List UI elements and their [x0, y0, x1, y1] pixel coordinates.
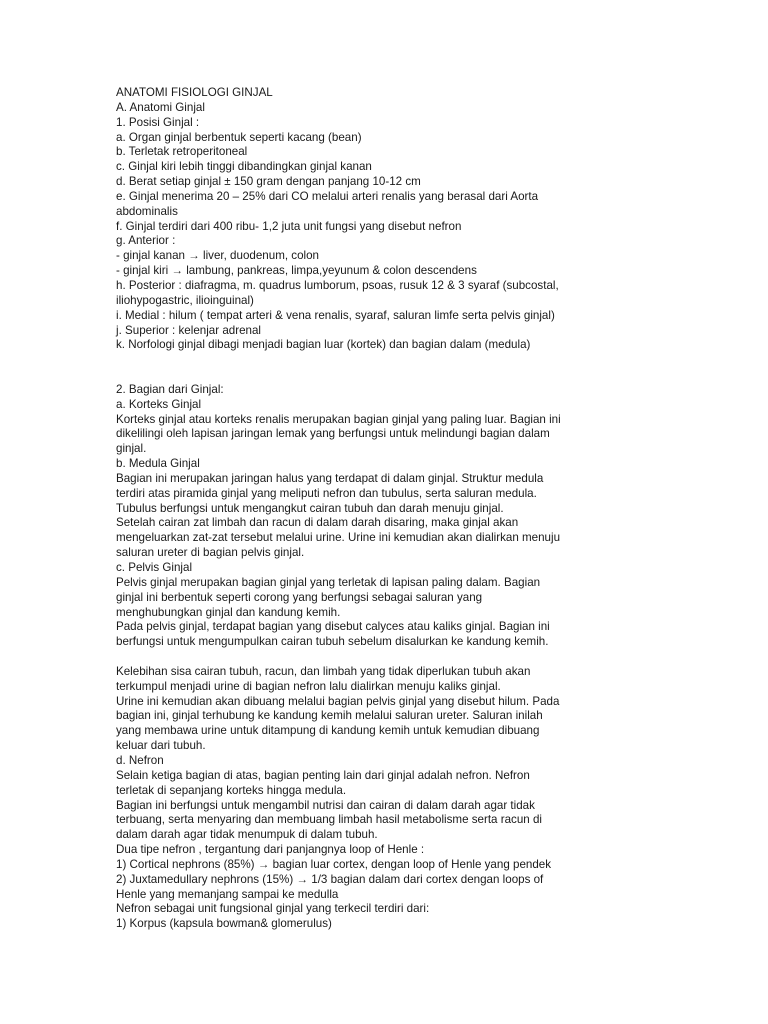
text-line: Pada pelvis ginjal, terdapat bagian yang disebut calyces atau kaliks ginjal. Bagian ini	[116, 620, 550, 634]
text-line: Bagian ini merupakan jaringan halus yang terdapat di dalam ginjal. Struktur medula	[116, 471, 544, 485]
text-line: bagian ini, ginjal terhubung ke kandung kemih melalui saluran ureter. Saluran inilah	[116, 709, 543, 723]
text-line: terkumpul menjadi urine di bagian nefron lalu dialirkan menuju kaliks ginjal.	[116, 679, 501, 693]
text-line: - ginjal kiri → lambung, pankreas, limpa,yeyunum & colon descendens	[116, 264, 477, 278]
text-line: keluar dari tubuh.	[116, 739, 206, 753]
text-line: yang membawa urine untuk ditampung di kandung kemih untuk kemudian dibuang	[116, 724, 540, 738]
text-line: Nefron sebagai unit fungsional ginjal yang terkecil terdiri dari:	[116, 902, 430, 916]
document-page	[116, 86, 676, 932]
text-line: ANATOMI FISIOLOGI GINJAL	[116, 86, 273, 99]
text-line: berfungsi untuk mengumpulkan cairan tubuh sebelum disalurkan ke kandung kemih.	[116, 635, 549, 649]
text-line: k. Norfologi ginjal dibagi menjadi bagian luar (kortek) dan bagian dalam (medula)	[116, 338, 531, 352]
text-line: ginjal.	[116, 442, 147, 456]
text-line: terdiri atas piramida ginjal yang meliputi nefron dan tubulus, serta saluran medula.	[116, 486, 537, 500]
text-line: e. Ginjal menerima 20 – 25% dari CO melalui arteri renalis yang berasal dari Aorta	[116, 189, 539, 203]
text-line: ginjal ini berbentuk seperti corong yang berfungsi sebagai saluran yang	[116, 590, 483, 604]
blank-line	[116, 650, 676, 665]
text-line: terbuang, serta menyaring dan membuang limbah hasil metabolisme serta racun di	[116, 813, 542, 827]
text-line: abdominalis	[116, 204, 178, 218]
text-line: f. Ginjal terdiri dari 400 ribu- 1,2 juta unit fungsi yang disebut nefron	[116, 219, 462, 233]
text-line: 1) Cortical nephrons (85%) → bagian luar cortex, dengan loop of Henle yang pendek	[116, 857, 552, 871]
text-line: - ginjal kanan → liver, duodenum, colon	[116, 249, 320, 263]
text-line: 2) Juxtamedullary nephrons (15%) → 1/3 bagian dalam dari cortex dengan loops of	[116, 872, 544, 886]
text-line: Urine ini kemudian akan dibuang melalui bagian pelvis ginjal yang disebut hilum. Pada	[116, 694, 560, 708]
text-line: Dua tipe nefron , tergantung dari panjangnya loop of Henle :	[116, 843, 425, 857]
text-line: A. Anatomi Ginjal	[116, 100, 205, 114]
text-line: Kelebihan sisa cairan tubuh, racun, dan limbah yang tidak diperlukan tubuh akan	[116, 664, 531, 678]
text-line: Tubulus berfungsi untuk mengangkut cairan tubuh dan darah menuju ginjal.	[116, 501, 504, 515]
text-line: Pelvis ginjal merupakan bagian ginjal yang terletak di lapisan paling dalam. Bagian	[116, 575, 541, 589]
text-line: saluran ureter di bagian pelvis ginjal.	[116, 546, 305, 560]
text-line: b. Medula Ginjal	[116, 457, 200, 471]
text-line: dikelilingi oleh lapisan jaringan lemak yang berfungsi untuk melindungi bagian dalam	[116, 427, 550, 441]
text-line: Henle yang memanjang sampai ke medulla	[116, 887, 339, 901]
text-line: c. Ginjal kiri lebih tinggi dibandingkan ginjal kanan	[116, 160, 372, 174]
text-line: i. Medial : hilum ( tempat arteri & vena renalis, syaraf, saluran limfe serta pelvis ginjal)	[116, 308, 555, 322]
text-line: b. Terletak retroperitoneal	[116, 145, 248, 159]
text-line: d. Nefron	[116, 753, 164, 767]
text-line: Setelah cairan zat limbah dan racun di dalam darah disaring, maka ginjal akan	[116, 516, 519, 530]
text-line: d. Berat setiap ginjal ± 150 gram dengan panjang 10-12 cm	[116, 175, 421, 189]
text-line: j. Superior : kelenjar adrenal	[116, 323, 262, 337]
text-line: Bagian ini berfungsi untuk mengambil nutrisi dan cairan di dalam darah agar tidak	[116, 798, 535, 812]
text-line: terletak di sepanjang korteks hingga medula.	[116, 783, 347, 797]
text-line: h. Posterior : diafragma, m. quadrus lumborum, psoas, rusuk 12 & 3 syaraf (subcostal,	[116, 278, 559, 292]
text-line: a. Korteks Ginjal	[116, 397, 202, 411]
text-line: g. Anterior :	[116, 234, 176, 248]
text-line: mengeluarkan zat-zat tersebut melalui urine. Urine ini kemudian akan dialirkan menuju	[116, 531, 561, 545]
text-line: c. Pelvis Ginjal	[116, 561, 193, 574]
text-line: Korteks ginjal atau korteks renalis merupakan bagian ginjal yang paling luar. Bagian ini	[116, 412, 561, 426]
text-line: Selain ketiga bagian di atas, bagian penting lain dari ginjal adalah nefron. Nefron	[116, 768, 530, 782]
text-line: a. Organ ginjal berbentuk seperti kacang (bean)	[116, 130, 362, 144]
text-line: iliohypogastric, ilioinguinal)	[116, 293, 254, 307]
text-line: dalam darah agar tidak menumpuk di dalam tubuh.	[116, 828, 378, 842]
text-line: menghubungkan ginjal dan kandung kemih.	[116, 605, 341, 619]
text-line: 1. Posisi Ginjal :	[116, 115, 200, 129]
blank-line	[116, 368, 676, 383]
blank-line	[116, 353, 676, 368]
text-line: 2. Bagian dari Ginjal:	[116, 382, 224, 396]
text-line: 1) Korpus (kapsula bowman& glomerulus)	[116, 917, 332, 931]
